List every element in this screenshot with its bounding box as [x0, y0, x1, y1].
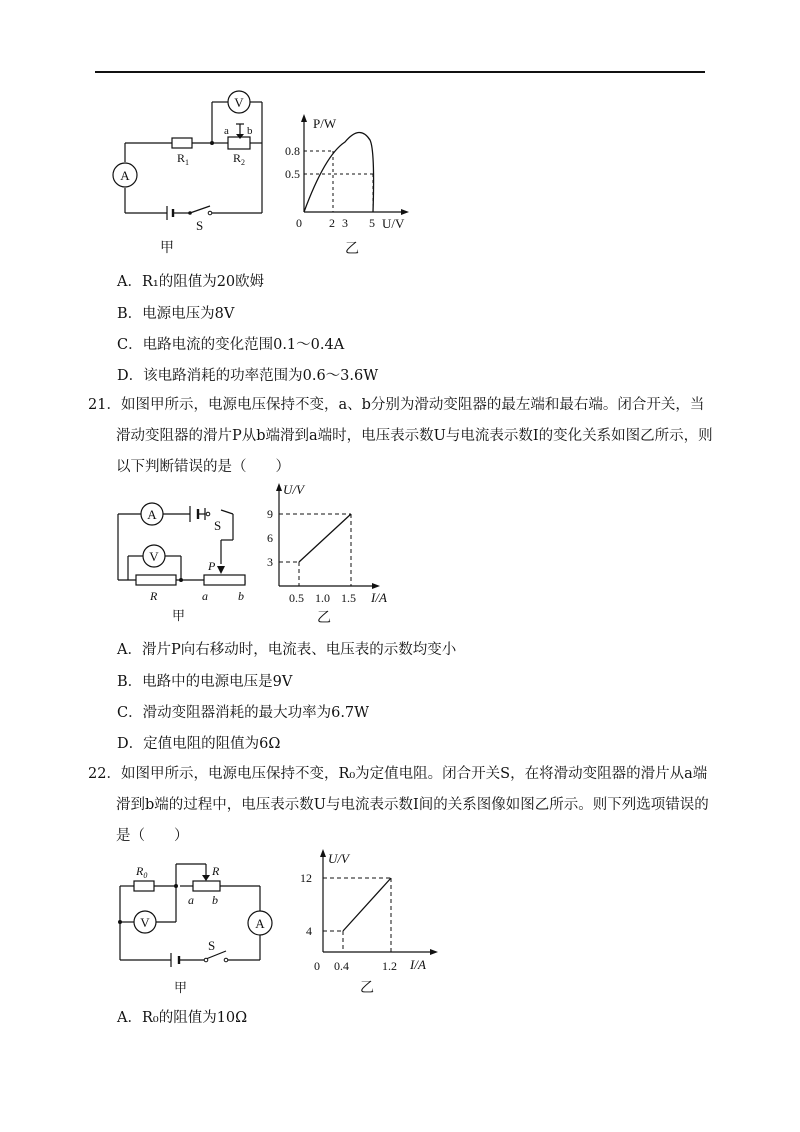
- q21-stem: [88, 390, 718, 483]
- resistor-r1-icon: [172, 138, 192, 148]
- switch-label: S: [196, 218, 204, 233]
- y-tick-label: 12: [300, 871, 312, 885]
- figure-graph-yi-3: [298, 846, 458, 996]
- r-label: R: [212, 864, 220, 878]
- y-tick-label: 4: [306, 924, 312, 938]
- r-label: R: [150, 589, 158, 603]
- b-label: b: [212, 893, 218, 907]
- y-axis-label: U/V: [328, 851, 349, 866]
- r0-subscript: 0: [143, 871, 148, 880]
- r2-subscript: 2: [241, 158, 246, 167]
- figure-graph-yi-1: [285, 110, 425, 260]
- x-tick-label: 1.0: [315, 591, 330, 605]
- resistor-r-icon: [136, 575, 176, 585]
- power-curve: [304, 132, 374, 212]
- r1-label: R: [177, 151, 186, 165]
- figure-graph-yi-2: [265, 478, 405, 628]
- switch-label: S: [208, 938, 216, 953]
- y-axis-label: P/W: [313, 116, 337, 131]
- origin-label: 0: [314, 959, 320, 973]
- a-label: a: [202, 589, 208, 603]
- figure-caption-yi: 乙: [360, 981, 374, 996]
- q20-option-a: A．R₁的阻值为20欧姆: [117, 274, 265, 290]
- q22-stem: [88, 759, 718, 852]
- x-axis-arrow-icon: [401, 209, 409, 215]
- y-axis-arrow-icon: [320, 849, 326, 857]
- figure-caption-yi: 乙: [345, 242, 359, 257]
- x-axis-label: I/A: [371, 590, 387, 605]
- figure-circuit-jia-2: [108, 492, 258, 632]
- b-label: b: [238, 589, 244, 603]
- r2-label: R: [233, 151, 242, 165]
- x-tick-label: 1.2: [382, 959, 397, 973]
- q21-option-a: A．滑片P向右移动时，电流表、电压表的示数均变小: [117, 642, 457, 658]
- header-rule: [95, 71, 705, 73]
- ammeter-label: A: [147, 507, 157, 522]
- y-axis-arrow-icon: [276, 483, 282, 491]
- q20-option-c: C．电路电流的变化范围0.1～0.4A: [117, 337, 345, 353]
- x-axis-label: U/V: [382, 216, 405, 231]
- figure-circuit-jia-1: [100, 90, 280, 260]
- q21-option-b: B．电路中的电源电压是9V: [117, 674, 293, 690]
- x-tick-label: 2: [329, 216, 335, 230]
- figure-circuit-jia-3: [108, 858, 278, 998]
- rheostat-icon: [204, 575, 245, 585]
- y-tick-label: 0.5: [285, 167, 300, 181]
- slider-b-label: b: [247, 125, 253, 137]
- rheostat-r2-icon: [228, 137, 250, 149]
- slider-p-label: P: [208, 559, 216, 573]
- figure-caption-jia: 甲: [174, 980, 188, 995]
- y-tick-label: 9: [267, 507, 273, 521]
- q21-stem-text: 21．如图甲所示，电源电压保持不变，a、b分别为滑动变阻器的最左端和最右端。闭合开关，当滑动变阻器的滑片P从b端滑到a端时，电压表示数U与电流表示数I的变化关系如图乙所示，则以下判断错误的是（ ）: [88, 397, 713, 475]
- x-tick-label: 0.5: [289, 591, 304, 605]
- a-label: a: [188, 893, 194, 907]
- voltmeter-label: V: [140, 915, 150, 930]
- switch-label: S: [214, 518, 222, 533]
- rheostat-icon: [193, 881, 220, 891]
- q21-option-c: C．滑动变阻器消耗的最大功率为6.7W: [117, 705, 370, 721]
- q22-option-a: A．R₀的阻值为10Ω: [117, 1010, 248, 1026]
- r0-label: R: [136, 864, 144, 878]
- x-axis-arrow-icon: [430, 949, 438, 955]
- figure-caption-yi: 乙: [317, 611, 331, 626]
- voltmeter-label: V: [234, 95, 244, 110]
- y-tick-label: 3: [267, 555, 273, 569]
- q21-option-d: D．定值电阻的阻值为6Ω: [117, 736, 281, 752]
- y-axis-label: U/V: [283, 482, 304, 497]
- svg-text:R0: [135, 864, 147, 880]
- x-tick-label: 3: [342, 216, 348, 230]
- x-tick-label: 5: [369, 216, 375, 230]
- u-i-line: [299, 514, 351, 562]
- slider-arrow-icon: [217, 566, 225, 574]
- x-tick-label: 0.4: [334, 959, 349, 973]
- x-axis-label: I/A: [410, 957, 426, 972]
- svg-text:R1: [177, 151, 189, 167]
- u-i-line: [343, 878, 391, 931]
- q20-option-d: D．该电路消耗的功率范围为0.6～3.6W: [117, 368, 379, 384]
- x-tick-label: 1.5: [341, 591, 356, 605]
- y-axis-arrow-icon: [301, 114, 307, 122]
- y-tick-label: 6: [267, 531, 273, 545]
- y-tick-label: 0.8: [285, 144, 300, 158]
- x-axis-arrow-icon: [372, 583, 380, 589]
- ammeter-label: A: [120, 168, 130, 183]
- slider-arrow-icon: [202, 875, 210, 881]
- figure-caption-jia: 甲: [172, 608, 186, 623]
- q20-option-b: B．电源电压为8V: [117, 306, 235, 322]
- figure-caption-jia: 甲: [160, 241, 174, 256]
- resistor-r0-icon: [134, 881, 154, 891]
- q22-stem-text: 22．如图甲所示，电源电压保持不变，R₀为定值电阻。闭合开关S，在将滑动变阻器的滑片从a端滑到b端的过程中，电压表示数U与电流表示数I间的关系图像如图乙所示。则下列选项错误的是（ ）: [88, 766, 709, 844]
- svg-text:R2: [233, 151, 245, 167]
- ammeter-label: A: [255, 916, 265, 931]
- r1-subscript: 1: [185, 158, 190, 167]
- voltmeter-label: V: [149, 549, 159, 564]
- slider-a-label: a: [224, 125, 229, 137]
- origin-label: 0: [296, 216, 302, 230]
